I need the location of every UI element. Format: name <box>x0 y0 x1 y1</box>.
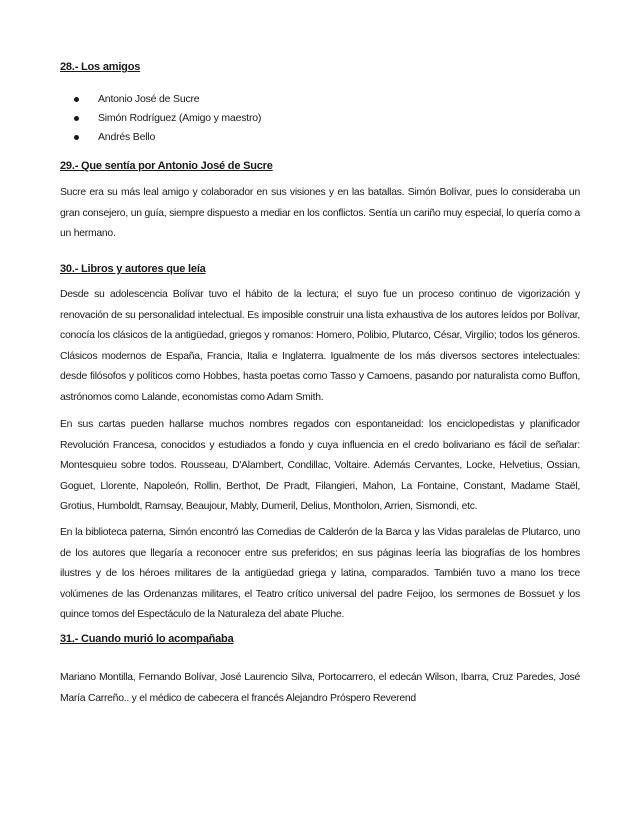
list-item <box>60 128 261 147</box>
list-item <box>60 109 261 128</box>
section-31-paragraph: Mariano Montilla, Fernando Bolívar, José Laurencio Silva, Portocarrero, el edecán Wilson, Ibarra, Cruz Paredes, José María Carreño.. y el médico de cabecera el francés Alejandro Próspero Reverend <box>60 672 580 704</box>
friend-name: Simón Rodríguez (Amigo y maestro) <box>98 112 262 124</box>
section-30-paragraph-2: En sus cartas pueden hallarse muchos nombres regados con espontaneidad: los enciclopedistas y planificador Revolución Francesa, conocidos y estudiados a fondo y cuya influencia en el credo bolivariano es fácil de señalar: Montesquieu sobre todos. Rousseau, D'Alambert, Condillac, Voltaire. Además Cervantes, Locke, Helvetius, Ossian, Goguet, Llorente, Napoleón, Rollin, Berthot, De Pradt, Filangieri, Mahon, La Fontaine, Constant, Madame Staël, Grotius, Humboldt, Ramsay, Beaujour, Mably, Dumeril, Delius, Montholon, Arrien, Sismondi, etc. <box>60 419 580 512</box>
friend-name: Andrés Bello <box>98 131 156 143</box>
section-30-title: 30.- Libros y autores que leía <box>60 263 206 275</box>
section-29-paragraph: Sucre era su más leal amigo y colaborador en sus visiones y en las batallas. Simón Bolívar, pues lo consideraba un gran consejero, un guía, siempre dispuesto a mediar en los conflictos. Sentía un cariño muy especial, lo quería como a un hermano. <box>60 187 580 239</box>
section-31-title: 31.- Cuando murió lo acompañaba <box>60 633 234 645</box>
bullet-icon <box>74 116 79 121</box>
bullet-icon <box>74 135 79 140</box>
section-28-title: 28.- Los amigos <box>60 61 141 73</box>
section-30-paragraph-3: En la biblioteca paterna, Simón encontró las Comedias de Calderón de la Barca y las Vidas paralelas de Plutarco, uno de los autores que llegaría a reconocer entre sus preferidos; en sus páginas leería las biografías de los hombres ilustres y de los héroes militares de la antigüedad griega y latina, comparados. También tuvo a mano los trece volúmenes de las Ordenanzas militares, el Teatro crítico universal del padre Feijoo, los sermones de Bossuet y los quince tomos del Espectáculo de la Naturaleza del abate Pluche. <box>60 527 580 620</box>
bullet-icon <box>74 97 79 102</box>
section-29-title: 29.- Que sentía por Antonio José de Sucre <box>60 160 273 172</box>
section-30-paragraph-1: Desde su adolescencia Bolívar tuvo el hábito de la lectura; el suyo fue un proceso continuo de vigorización y renovación de su personalidad intelectual. Es imposible construir una lista exhaustiva de los autores leídos por Bolívar, conocía los clásicos de la antigüedad, griegos y romanos: Homero, Polibio, Plutarco, César, Virgilio; todos los géneros. Clásicos modernos de España, Francia, Italia e Inglaterra. Igualmente de los más diversos sectores intelectuales: desde filósofos y políticos como Hobbes, hasta poetas como Tasso y Camoens, pasando por naturalista como Buffon, astrónomos como Lalande, economistas como Adam Smith. <box>60 289 580 403</box>
friends-list <box>60 90 261 147</box>
list-item <box>60 90 261 109</box>
friend-name: Antonio José de Sucre <box>98 93 200 105</box>
